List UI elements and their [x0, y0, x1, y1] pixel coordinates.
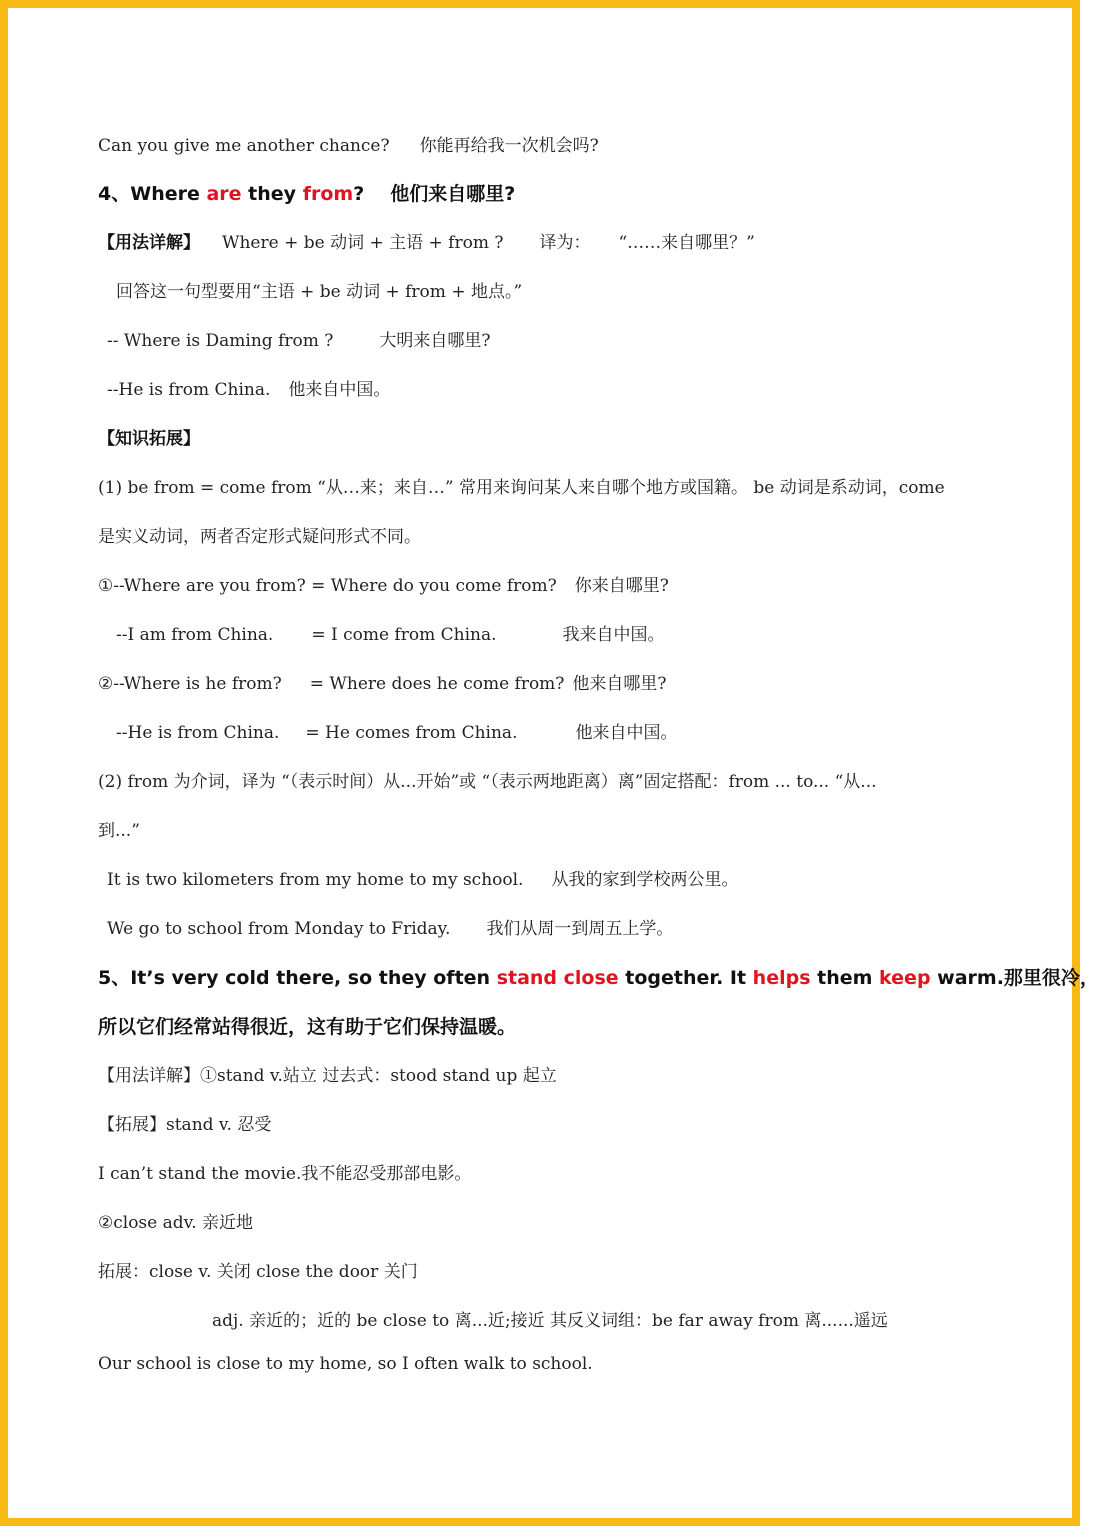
- section-heading-4: [98, 182, 515, 206]
- translate-label: 译为：: [539, 233, 591, 253]
- english-equivalent: = Where does he come from?: [309, 674, 565, 694]
- heading-translation: 他们来自哪里?: [390, 183, 516, 205]
- highlight-word: helps: [752, 967, 811, 989]
- chinese-translation: 他来自中国。: [575, 723, 678, 743]
- example-line: [98, 134, 599, 158]
- english-sentence: Can you give me another chance?: [98, 136, 390, 156]
- section-heading-5-continued: 所以它们经常站得很近，这有助于它们保持温暖。: [98, 1016, 517, 1038]
- extension-line: 拓展：close v. 关闭 close the door 关门: [98, 1262, 418, 1282]
- english-sentence: ②--Where is he from?: [98, 674, 282, 694]
- heading-number: 4、: [98, 183, 131, 205]
- chinese-translation: 你能再给我一次机会吗?: [419, 136, 599, 156]
- answer-pattern: 回答这一句型要用“主语 + be 动词 + from + 地点。”: [116, 282, 523, 302]
- highlight-word: are: [206, 183, 242, 205]
- english-sentence: We go to school from Monday to Friday.: [107, 919, 451, 939]
- heading-text: 5、It’s very cold there, so they often: [98, 967, 497, 989]
- note-line: (2) from 为介词，译为 “（表示时间）从...开始”或 “（表示两地距离）离”固定搭配：from ... to... “从...: [98, 772, 877, 792]
- heading-word: Where: [130, 183, 207, 205]
- english-equivalent: = He comes from China.: [305, 723, 518, 743]
- extension-line: 【拓展】stand v. 忍受: [98, 1115, 272, 1135]
- example-line: [116, 721, 677, 745]
- translation: “……来自哪里？”: [618, 233, 755, 253]
- chinese-translation: 他来自中国。: [288, 380, 391, 400]
- example-line: I can’t stand the movie.我不能忍受那部电影。: [98, 1164, 472, 1184]
- highlight-word: keep: [879, 967, 931, 989]
- section-heading-5: [98, 966, 1099, 990]
- chinese-translation: 从我的家到学校两公里。: [551, 870, 739, 890]
- usage-line: 【用法详解】①stand v.站立 过去式：stood stand up 起立: [98, 1066, 557, 1086]
- english-sentence: It is two kilometers from my home to my school.: [107, 870, 524, 890]
- english-sentence: --He is from China.: [116, 723, 280, 743]
- note-line: 到...”: [98, 821, 140, 841]
- highlight-word: from: [302, 183, 354, 205]
- example-line: [98, 574, 669, 598]
- heading-text: warm.那里很冷，: [930, 967, 1099, 989]
- chinese-translation: 大明来自哪里?: [379, 331, 491, 351]
- example-line: [116, 623, 665, 647]
- chinese-translation: 我来自中国。: [562, 625, 665, 645]
- usage-line: ②close adv. 亲近地: [98, 1213, 254, 1233]
- english-equivalent: = I come from China.: [311, 625, 497, 645]
- highlight-phrase: stand close: [496, 967, 619, 989]
- example-line: [98, 672, 667, 696]
- example-line: Our school is close to my home, so I often walk to school.: [98, 1354, 593, 1374]
- example-line: [107, 378, 390, 402]
- english-sentence: -- Where is Daming from ?: [107, 331, 334, 351]
- chinese-translation: 我们从周一到周五上学。: [486, 919, 674, 939]
- chinese-translation: 他来自哪里?: [572, 674, 667, 694]
- extension-line: adj. 亲近的；近的 be close to 离...近;接近 其反义词组：be far away from 离......遥远: [212, 1311, 888, 1331]
- knowledge-tag: 【知识拓展】: [98, 429, 200, 449]
- heading-word: ?: [353, 183, 365, 205]
- heading-word: they: [241, 183, 303, 205]
- example-line: [107, 868, 738, 892]
- note-line: (1) be from = come from “从…来；来自…” 常用来询问某人来自哪个地方或国籍。 be 动词是系动词，come: [98, 478, 945, 498]
- note-line: 是实义动词，两者否定形式疑问形式不同。: [98, 527, 421, 547]
- usage-line: [98, 231, 755, 255]
- heading-text: together. It: [618, 967, 753, 989]
- heading-text: them: [810, 967, 880, 989]
- example-line: [107, 329, 491, 353]
- chinese-translation: 你来自哪里?: [574, 576, 669, 596]
- english-sentence: --He is from China.: [107, 380, 271, 400]
- english-sentence: --I am from China.: [116, 625, 274, 645]
- example-line: [107, 917, 673, 941]
- english-sentence: ①--Where are you from? = Where do you come from?: [98, 576, 557, 596]
- usage-tag: 【用法详解】: [98, 233, 200, 253]
- usage-formula: Where + be 动词 + 主语 + from ?: [222, 233, 504, 253]
